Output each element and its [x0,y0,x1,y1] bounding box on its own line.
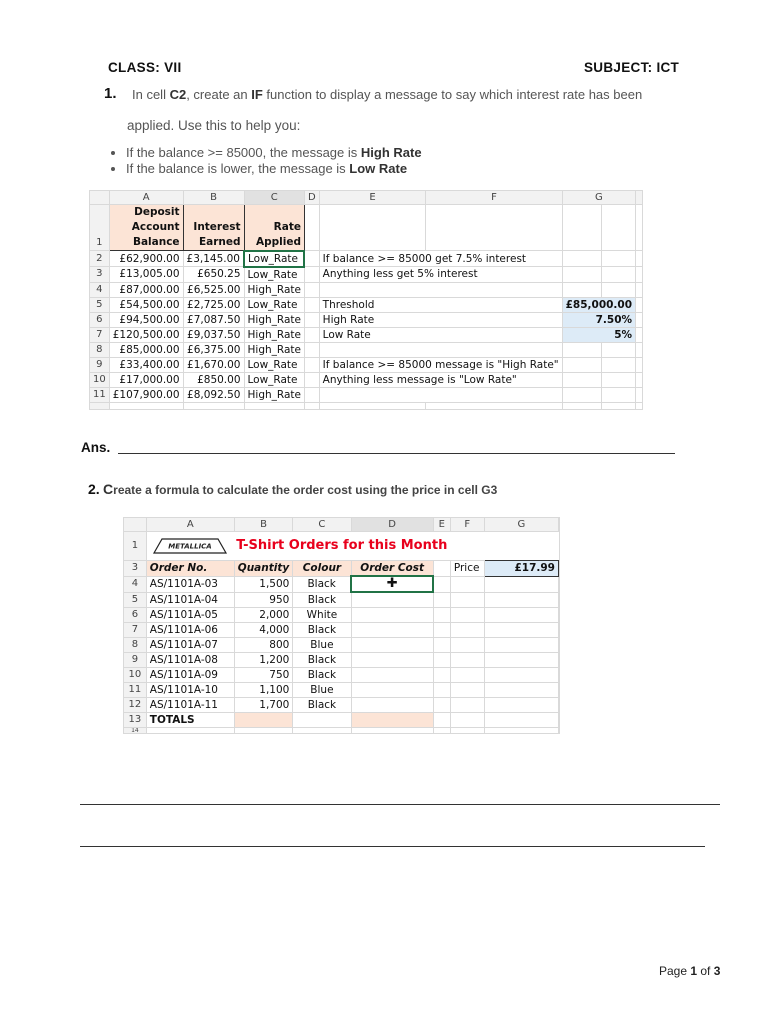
question-2-text: 2. Create a formula to calculate the order cost using the price in cell G3 [88,481,498,497]
order-cost-cell[interactable] [351,592,433,608]
totals-row [124,713,559,728]
column-header[interactable]: A [146,518,234,532]
note-cell[interactable]: Threshold [319,297,562,312]
price-cell-g3[interactable]: £17.99 [484,561,558,577]
column-header[interactable]: E [433,518,450,532]
colour-cell[interactable]: Blue [293,683,351,698]
note-cell[interactable]: If balance >= 85000 message is "High Rate" [319,357,562,372]
price-label[interactable]: Price [450,561,484,577]
cell-h[interactable] [636,387,643,402]
order-no-cell[interactable]: AS/1101A-03 [146,576,234,592]
interest-cell[interactable]: £8,092.50 [183,387,244,402]
order-no-cell[interactable]: AS/1101A-07 [146,638,234,653]
rate-applied-cell[interactable]: High_Rate [244,387,304,402]
cell-cursor-icon: ✚ [386,576,398,591]
column-header[interactable]: F [450,518,484,532]
colour-cell[interactable]: Black [293,698,351,713]
order-cost-cell[interactable] [351,653,433,668]
order-cost-cell[interactable] [351,576,433,592]
colour-cell[interactable]: Blue [293,638,351,653]
table-row [90,312,643,327]
header-order-cost[interactable]: Order Cost [351,561,433,577]
note-cell[interactable] [319,387,562,402]
column-header[interactable]: D [351,518,433,532]
row-header[interactable]: 5 [124,592,147,608]
table-row [124,608,559,623]
total-order-cost-cell[interactable] [351,713,433,728]
row-header[interactable]: 7 [124,623,147,638]
row-header[interactable]: 13 [124,713,147,728]
order-no-cell[interactable]: AS/1101A-06 [146,623,234,638]
colour-cell[interactable]: Black [293,592,351,608]
note-cell[interactable]: Anything less message is "Low Rate" [319,372,562,387]
select-all-corner[interactable] [124,518,147,532]
row-header[interactable]: 7 [90,327,110,342]
cell-f[interactable] [562,251,635,267]
row-header[interactable]: 3 [124,561,147,577]
question-1-number: 1. [104,85,117,102]
quantity-cell[interactable]: 1,200 [234,653,293,668]
column-header[interactable]: D [304,191,319,205]
cell-f1[interactable] [426,205,562,251]
table-row [90,297,643,312]
cell-f[interactable] [562,387,635,402]
cell-b1[interactable]: Interest Earned [183,205,244,251]
interest-cell[interactable]: £850.00 [183,372,244,387]
hint-low-rate: • If the balance is lower, the message is Low Rate [126,161,422,176]
header-quantity[interactable]: Quantity [234,561,293,577]
cell-d[interactable] [304,251,319,267]
class-label: CLASS: VII [108,60,182,75]
title-row [124,532,559,561]
row-header[interactable]: 11 [90,387,110,402]
order-no-cell[interactable]: AS/1101A-09 [146,668,234,683]
rate-applied-cell[interactable]: High_Rate [244,327,304,342]
column-header[interactable]: C [293,518,351,532]
table-row [124,576,559,592]
cell-f[interactable] [562,372,635,387]
order-cost-cell[interactable] [351,698,433,713]
order-no-cell[interactable]: AS/1101A-10 [146,683,234,698]
order-no-cell[interactable]: AS/1101A-11 [146,698,234,713]
row-header[interactable]: 6 [124,608,147,623]
quantity-cell[interactable]: 1,700 [234,698,293,713]
table-header-row [90,205,643,251]
balance-cell[interactable]: £107,900.00 [109,387,183,402]
row-header[interactable]: 5 [90,297,110,312]
colour-cell[interactable]: Black [293,576,351,592]
table-row [90,357,643,372]
column-header[interactable]: B [234,518,293,532]
balance-cell[interactable]: £13,005.00 [109,267,183,283]
note-cell[interactable]: Low Rate [319,327,562,342]
rate-setting-cell[interactable]: £85,000.00 [562,297,635,312]
cell-h[interactable] [636,312,643,327]
note-cell[interactable] [319,282,562,297]
colour-cell[interactable]: Black [293,668,351,683]
cell-h[interactable] [636,342,643,357]
tshirt-orders-spreadsheet [123,517,560,734]
cell-h[interactable] [636,372,643,387]
note-cell[interactable]: If balance >= 85000 get 7.5% interest [319,251,562,267]
table-row [124,698,559,713]
order-cost-cell[interactable] [351,608,433,623]
answer-line-1[interactable] [80,804,720,805]
column-header[interactable]: F [426,191,562,205]
table-row [90,372,643,387]
row-header[interactable]: 11 [124,683,147,698]
answer-label: Ans. [81,440,111,455]
column-header-row [124,518,559,532]
balance-cell[interactable]: £62,900.00 [109,251,183,267]
cell-d[interactable] [304,282,319,297]
cell-f[interactable] [562,342,635,357]
cell-d[interactable] [304,387,319,402]
table-row [124,623,559,638]
order-cost-cell[interactable] [351,683,433,698]
column-header[interactable]: A [109,191,183,205]
cell-d[interactable] [304,357,319,372]
question-1-hints [108,145,422,177]
table-row [90,251,643,267]
rate-applied-cell[interactable]: Low_Rate [244,372,304,387]
row-header[interactable]: 8 [90,342,110,357]
cell-h[interactable] [636,251,643,267]
cell-d[interactable] [304,372,319,387]
row-header[interactable]: 10 [124,668,147,683]
row-header[interactable]: 9 [90,357,110,372]
cell-d[interactable] [304,312,319,327]
cell-f[interactable] [562,282,635,297]
note-cell[interactable]: Anything less get 5% interest [319,267,562,283]
quantity-cell[interactable]: 2,000 [234,608,293,623]
cell-d1[interactable] [304,205,319,251]
header-row [124,561,559,577]
row-header[interactable]: 10 [90,372,110,387]
cell-h[interactable] [636,327,643,342]
select-all-corner[interactable] [90,191,110,205]
rate-setting-cell[interactable]: 5% [562,327,635,342]
rate-applied-cell[interactable]: Low_Rate [244,251,304,267]
subject-label: SUBJECT: ICT [584,60,680,75]
cell-a1[interactable] [146,532,234,561]
note-cell[interactable] [319,342,562,357]
interest-cell[interactable]: £2,725.00 [183,297,244,312]
total-quantity-cell[interactable] [234,713,293,728]
row-header[interactable]: 9 [124,653,147,668]
cell-d[interactable] [304,327,319,342]
quantity-cell[interactable]: 950 [234,592,293,608]
cell-d[interactable] [304,342,319,357]
interest-cell[interactable]: £1,670.00 [183,357,244,372]
cell-e1[interactable] [319,205,426,251]
rate-applied-cell[interactable]: High_Rate [244,342,304,357]
header-colour[interactable]: Colour [293,561,351,577]
cell-d[interactable] [304,267,319,283]
cell-h[interactable] [636,357,643,372]
cell-h[interactable] [636,297,643,312]
interest-cell[interactable]: £650.25 [183,267,244,283]
rate-applied-cell[interactable]: Low_Rate [244,297,304,312]
colour-cell[interactable]: White [293,608,351,623]
rate-setting-cell[interactable]: 7.50% [562,312,635,327]
cell-c1[interactable]: Rate Applied [244,205,304,251]
row-header[interactable]: 4 [90,282,110,297]
svg-text:METALLICA: METALLICA [168,542,212,551]
cell-d[interactable] [304,297,319,312]
interest-cell[interactable]: £9,037.50 [183,327,244,342]
interest-cell[interactable]: £6,525.00 [183,282,244,297]
order-no-cell[interactable]: AS/1101A-05 [146,608,234,623]
column-header[interactable]: G [484,518,558,532]
interest-rate-spreadsheet [89,190,633,410]
page-number: Page 1 of 3 [659,964,721,978]
balance-cell[interactable]: £54,500.00 [109,297,183,312]
cell-f[interactable] [562,267,635,283]
table-row [90,327,643,342]
order-no-cell[interactable]: AS/1101A-04 [146,592,234,608]
column-header-row [90,191,643,205]
header-order-no[interactable]: Order No. [146,561,234,577]
table-row [90,282,643,297]
balance-cell[interactable]: £33,400.00 [109,357,183,372]
partial-row: 14 [124,728,559,734]
colour-cell[interactable]: Black [293,623,351,638]
column-header[interactable]: G [562,191,635,205]
order-no-cell[interactable]: AS/1101A-08 [146,653,234,668]
interest-cell[interactable]: £7,087.50 [183,312,244,327]
rate-applied-cell[interactable]: High_Rate [244,282,304,297]
row-header[interactable]: 12 [124,698,147,713]
balance-cell[interactable]: £85,000.00 [109,342,183,357]
table-row [124,668,559,683]
column-header[interactable]: C [244,191,304,205]
order-cost-cell[interactable] [351,668,433,683]
table-row [124,653,559,668]
metallica-logo [150,533,230,559]
quantity-cell[interactable]: 800 [234,638,293,653]
row-header[interactable]: 2 [90,251,110,267]
totals-label[interactable]: TOTALS [146,713,234,728]
balance-cell[interactable]: £17,000.00 [109,372,183,387]
table-row [90,342,643,357]
row-header[interactable]: 3 [90,267,110,283]
colour-cell[interactable]: Black [293,653,351,668]
table-row [90,387,643,402]
quantity-cell[interactable]: 1,100 [234,683,293,698]
cell-h[interactable] [636,282,643,297]
row-header[interactable]: 1 [90,205,110,251]
answer-line[interactable] [118,453,675,454]
column-header[interactable]: E [319,191,426,205]
balance-cell[interactable]: £120,500.00 [109,327,183,342]
order-cost-cell[interactable] [351,638,433,653]
table-row [90,267,643,283]
quantity-cell[interactable]: 4,000 [234,623,293,638]
note-cell[interactable]: High Rate [319,312,562,327]
table-row [124,683,559,698]
rate-applied-cell[interactable]: Low_Rate [244,357,304,372]
partial-row [90,402,643,409]
row-header[interactable]: 4 [124,576,147,592]
column-header[interactable]: B [183,191,244,205]
question-1-text: In cell C2, create an IF function to display a message to say which interest rate has been [132,87,643,102]
cell-h[interactable] [636,267,643,283]
rate-applied-cell[interactable]: High_Rate [244,312,304,327]
interest-cell[interactable]: £3,145.00 [183,251,244,267]
sheet-title[interactable]: T-Shirt Orders for this Month [236,538,448,553]
question-1-text-line2: applied. Use this to help you: [127,118,301,133]
table-row [124,638,559,653]
interest-cell[interactable]: £6,375.00 [183,342,244,357]
hint-high-rate: • If the balance >= 85000, the message is High Rate [126,145,422,160]
cell-h1[interactable] [636,205,643,251]
row-header[interactable]: 6 [90,312,110,327]
balance-cell[interactable]: £94,500.00 [109,312,183,327]
order-cost-cell[interactable] [351,623,433,638]
column-header-blank[interactable] [636,191,643,205]
table-row [124,592,559,608]
cell-g1[interactable] [562,205,635,251]
balance-cell[interactable]: £87,000.00 [109,282,183,297]
quantity-cell[interactable]: 750 [234,668,293,683]
quantity-cell[interactable]: 1,500 [234,576,293,592]
row-header[interactable]: 8 [124,638,147,653]
cell-a1[interactable]: Deposit Account Balance [109,205,183,251]
answer-line-2[interactable] [80,846,705,847]
row-header[interactable]: 1 [124,532,147,561]
cell-f[interactable] [562,357,635,372]
rate-applied-cell[interactable]: Low_Rate [244,267,304,283]
